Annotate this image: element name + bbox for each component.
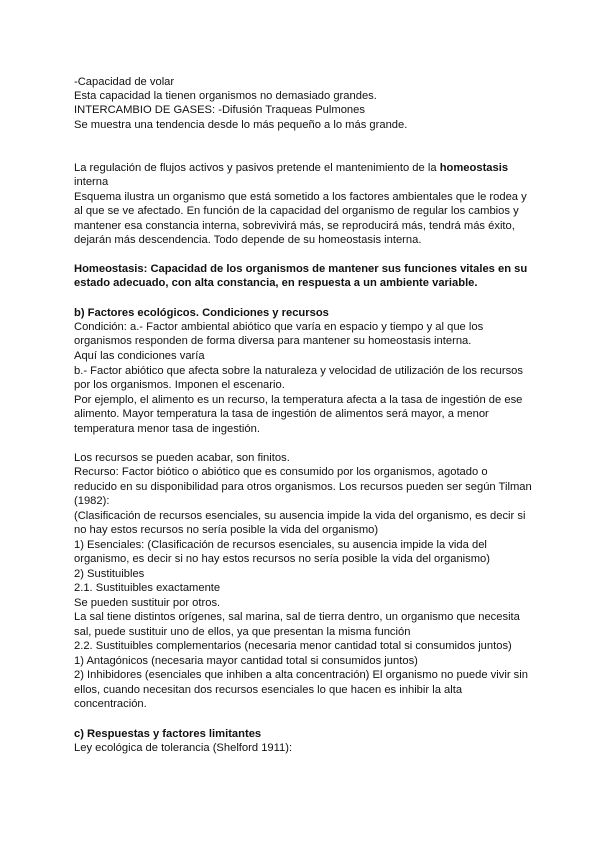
text-line: Se pueden sustituir por otros. [74, 597, 221, 609]
text-line: alimento. Mayor temperatura la tasa de ingestión de alimentos será mayor, a menor [74, 408, 489, 420]
text-line: 2.1. Sustituibles exactamente [74, 582, 221, 594]
text-line: temperatura menor tasa de ingestión. [74, 423, 260, 435]
text-line: (1982): [74, 495, 110, 507]
section-heading-c: c) Respuestas y factores limitantes [74, 728, 262, 740]
text-line: 1) Esenciales: (Clasificación de recursos esenciales, su ausencia impide la vida del [74, 539, 487, 551]
text-line: al que se ve afectado. En función de la capacidad del organismo de regular los cambios y [74, 205, 519, 217]
text-line: mantener esa constancia interna, sobrevivirá más, se reproducirá más, tendrá más éxito, [74, 220, 515, 232]
text-line: sal, puede sustituir uno de ellos, ya que presentan la misma función [74, 626, 411, 638]
definition-bold-line: Homeostasis: Capacidad de los organismos de mantener sus funciones vitales en su [74, 263, 528, 275]
text-line: Se muestra una tendencia desde lo más pequeño a lo más grande. [74, 119, 408, 131]
text-line: Aquí las condiciones varía [74, 350, 205, 362]
text-span: La regulación de flujos activos y pasivos pretende el mantenimiento de la [74, 162, 440, 174]
text-line: 2.2. Sustituibles complementarios (necesaria menor cantidad total si consumidos juntos) [74, 640, 512, 652]
text-line: 1) Antagónicos (necesaria mayor cantidad total si consumidos juntos) [74, 655, 418, 667]
text-line: 2) Sustituibles [74, 568, 145, 580]
text-line: organismo, es decir si no hay estos recursos no sería posible la vida del organismo) [74, 553, 491, 565]
text-line: organismos responden de forma diversa para mantener su homeostasis interna. [74, 335, 472, 347]
text-line: Por ejemplo, el alimento es un recurso, la temperatura afecta a la tasa de ingestión de ese [74, 394, 523, 406]
text-line: por los organismos. Imponen el escenario. [74, 379, 285, 391]
section-heading-b: b) Factores ecológicos. Condiciones y recursos [74, 307, 329, 319]
text-line: Condición: a.- Factor ambiental abiótico que varía en espacio y tiempo y al que los [74, 321, 484, 333]
text-line: ellos, cuando necesitan dos recursos esenciales lo que hacen es inhibir la alta [74, 684, 463, 696]
text-line: dejarán más descendencia. Todo depende de su homeostasis interna. [74, 234, 422, 246]
definition-bold-line: estado adecuado, con alta constancia, en respuesta a un ambiente variable. [74, 277, 478, 289]
text-line: Esta capacidad la tienen organismos no demasiado grandes. [74, 90, 377, 102]
text-line: b.- Factor abiótico que afecta sobre la naturaleza y velocidad de utilización de los recursos [74, 365, 523, 377]
text-line: Recurso: Factor biótico o abiótico que es consumido por los organismos, agotado o [74, 466, 488, 478]
text-line-homeostasis [74, 161, 508, 175]
text-line: INTERCAMBIO DE GASES: -Difusión Traqueas Pulmones [74, 104, 365, 116]
text-line: -Capacidad de volar [74, 76, 175, 88]
text-line: 2) Inhibidores (esenciales que inhiben a alta concentración) El organismo no puede vivir sin [74, 669, 528, 681]
text-line: concentración. [74, 698, 147, 710]
text-line: no hay estos recursos no sería posible la vida del organismo) [74, 524, 379, 536]
text-line: Los recursos se pueden acabar, son finitos. [74, 452, 290, 464]
text-line: La sal tiene distintos orígenes, sal marina, sal de tierra dentro, un organismo que necesita [74, 611, 520, 623]
bold-term-homeostasis: homeostasis [439, 162, 509, 174]
text-line: (Clasificación de recursos esenciales, su ausencia impide la vida del organismo, es decir si [74, 510, 526, 522]
text-line: Esquema ilustra un organismo que está sometido a los factores ambientales que le rodea y [74, 191, 527, 203]
text-line: interna [74, 176, 109, 188]
text-line: Ley ecológica de tolerancia (Shelford 1911): [74, 742, 293, 754]
text-line: reducido en su disponibilidad para otros organismos. Los recursos pueden ser según Tilman [74, 481, 532, 493]
